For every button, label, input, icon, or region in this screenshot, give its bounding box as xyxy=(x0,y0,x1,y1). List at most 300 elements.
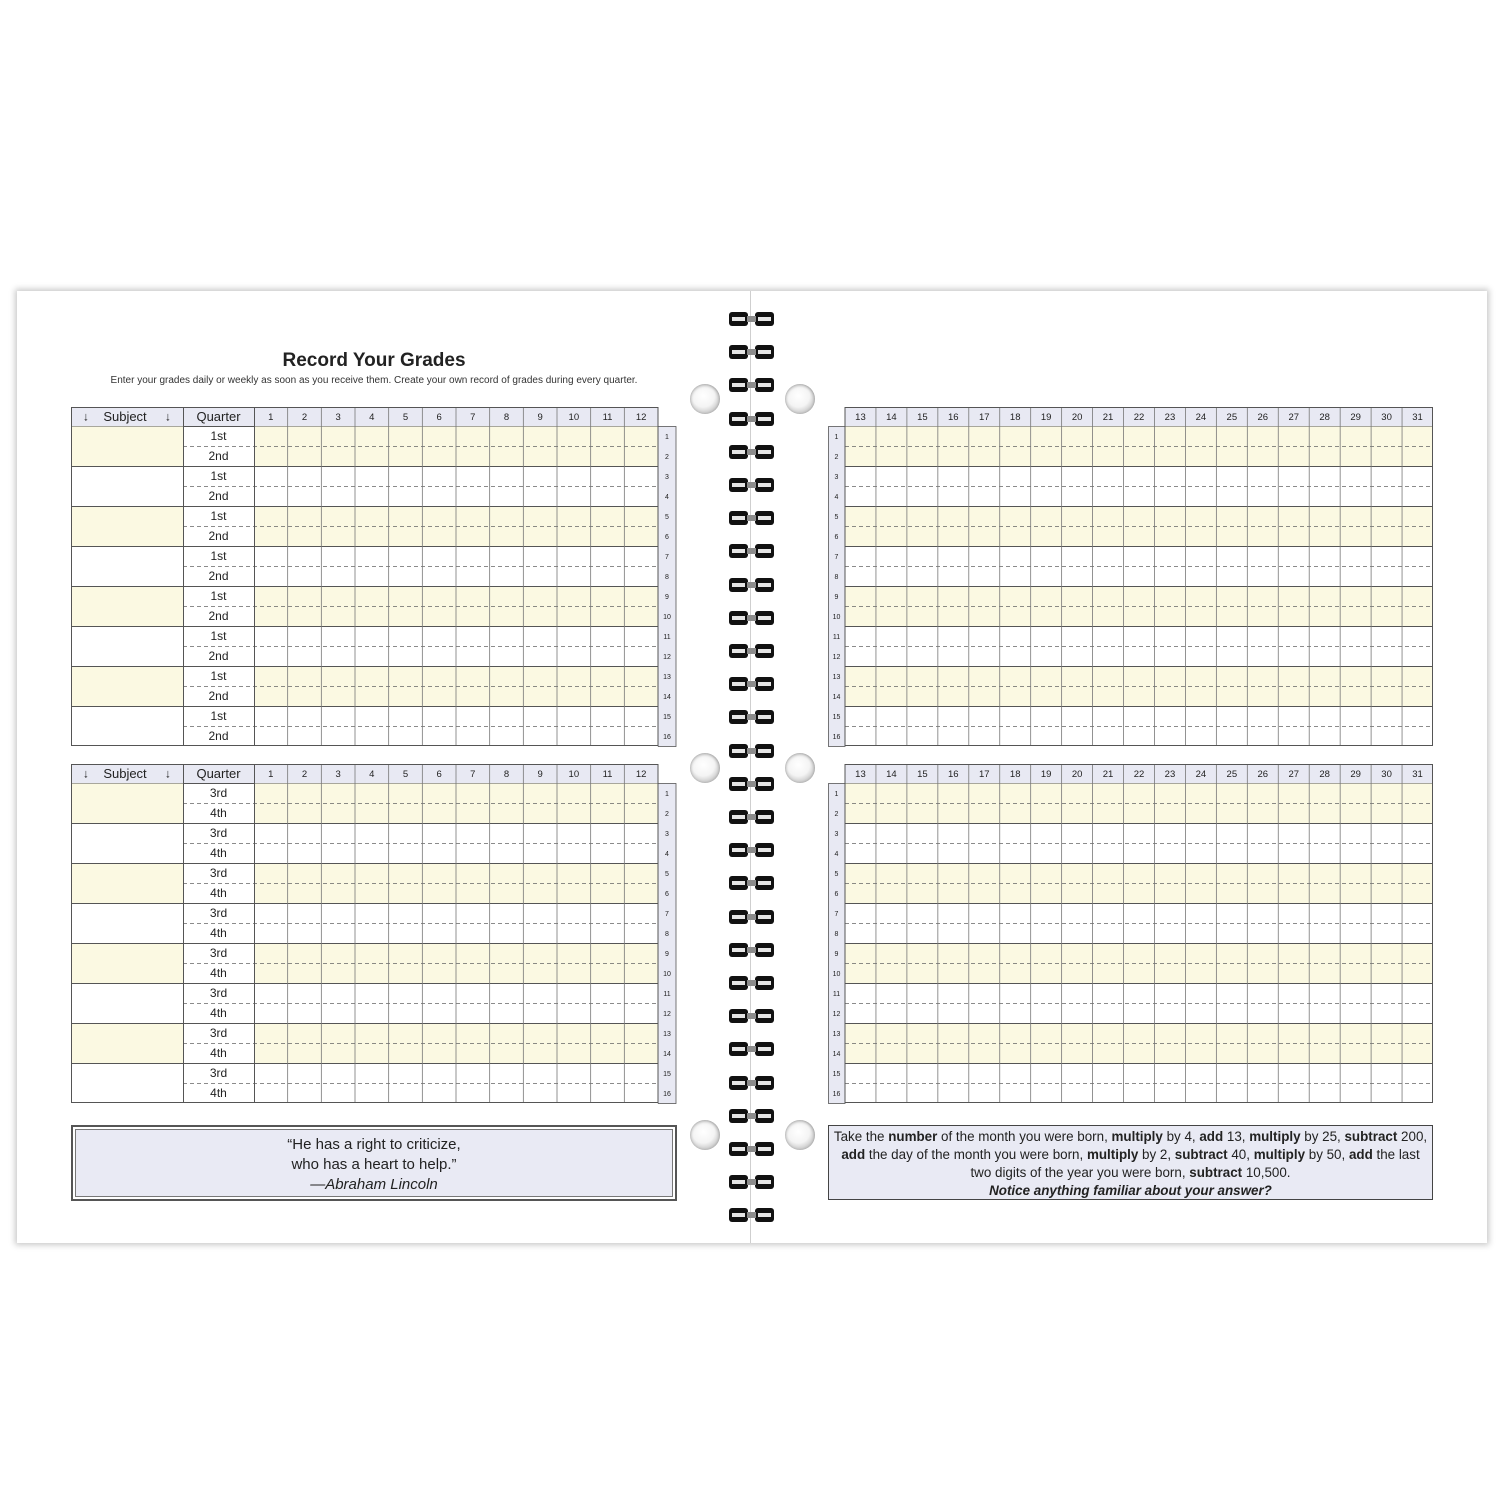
subject-cell[interactable] xyxy=(72,507,184,547)
day-header: 26 xyxy=(1257,412,1269,424)
spiral-coil xyxy=(728,411,775,427)
coil-gap xyxy=(732,583,745,587)
spiral-coil xyxy=(728,743,775,759)
subject-cell[interactable] xyxy=(72,1064,184,1104)
coil-gap xyxy=(732,1114,745,1118)
row-number: 15 xyxy=(663,1070,671,1078)
coil-gap xyxy=(758,417,771,421)
coil-connector xyxy=(747,1146,756,1152)
coil-connector xyxy=(747,914,756,920)
row-number: 16 xyxy=(832,733,841,741)
spiral-coil xyxy=(728,377,775,393)
quarter-label: 3rd xyxy=(209,866,228,881)
row-number: 2 xyxy=(834,810,839,818)
row-number: 4 xyxy=(834,850,839,858)
day-header: 6 xyxy=(436,412,442,424)
grade-table-right-bottom xyxy=(828,764,1433,1103)
row-number: 14 xyxy=(832,1050,841,1058)
subject-cell[interactable] xyxy=(72,627,184,667)
day-header: 30 xyxy=(1381,769,1392,781)
day-header: 29 xyxy=(1350,769,1361,781)
spiral-coil xyxy=(728,1174,775,1190)
coil-gap xyxy=(732,915,745,919)
day-header: 17 xyxy=(978,769,990,781)
spiral-coil xyxy=(728,975,775,991)
day-header: 27 xyxy=(1288,769,1300,781)
coil-connector xyxy=(747,648,756,654)
row-number: 2 xyxy=(834,453,839,461)
grade-table-left-bottom xyxy=(71,764,676,1103)
row-number: 8 xyxy=(834,930,839,938)
grade-table-left-top xyxy=(71,407,676,746)
coil-gap xyxy=(732,848,745,852)
day-header: 1 xyxy=(268,412,274,424)
day-header: 11 xyxy=(602,769,613,781)
quarter-label: 2nd xyxy=(208,609,229,624)
coil-connector xyxy=(747,781,756,787)
day-header: 18 xyxy=(1009,769,1021,781)
row-number: 1 xyxy=(665,433,669,441)
day-header: 4 xyxy=(369,412,375,424)
row-number: 13 xyxy=(663,1030,671,1038)
coil-gap xyxy=(758,1014,771,1018)
coil-gap xyxy=(758,317,771,321)
coil-gap xyxy=(732,1180,745,1184)
day-header: 12 xyxy=(635,412,647,424)
row-number: 9 xyxy=(665,593,669,601)
row-number: 11 xyxy=(832,990,841,998)
page-title: Record Your Grades xyxy=(282,350,466,371)
coil-gap xyxy=(758,981,771,985)
coil-gap xyxy=(758,948,771,952)
day-header: 19 xyxy=(1040,769,1052,781)
spiral-coil xyxy=(728,543,775,559)
coil-connector xyxy=(747,1013,756,1019)
row-number: 7 xyxy=(834,553,839,561)
quarter-label: 4th xyxy=(210,926,227,941)
quarter-label: 3rd xyxy=(209,1066,228,1081)
row-number: 3 xyxy=(665,830,669,838)
row-number: 2 xyxy=(665,453,669,461)
coil-gap xyxy=(758,1081,771,1085)
row-number: 8 xyxy=(665,930,669,938)
row-number: 13 xyxy=(832,1030,841,1038)
coil-connector xyxy=(747,1212,756,1218)
day-header: 20 xyxy=(1071,412,1083,424)
day-header: 25 xyxy=(1226,769,1238,781)
coil-gap xyxy=(758,450,771,454)
day-header: 7 xyxy=(470,769,476,781)
day-header: 11 xyxy=(602,412,613,424)
day-header: 21 xyxy=(1102,769,1114,781)
quarter-label: 1st xyxy=(210,509,227,524)
quote-author: —Abraham Lincoln xyxy=(310,1176,438,1193)
arrow-icon: ↓ xyxy=(83,409,89,424)
quarter-label: 2nd xyxy=(208,529,229,544)
row-number: 9 xyxy=(665,950,669,958)
coil-connector xyxy=(747,515,756,521)
spiral-coil xyxy=(728,676,775,692)
coil-gap xyxy=(758,1114,771,1118)
puzzle-box xyxy=(828,1125,1433,1200)
coil-connector xyxy=(747,582,756,588)
day-header: 5 xyxy=(402,412,409,424)
row-number: 3 xyxy=(834,830,839,838)
row-number: 7 xyxy=(834,910,839,918)
spiral-coil xyxy=(728,942,775,958)
spiral-coil xyxy=(728,1207,775,1223)
coil-connector xyxy=(747,548,756,554)
coil-gap xyxy=(732,715,745,719)
subject-cell[interactable] xyxy=(72,944,184,984)
row-number: 8 xyxy=(834,573,839,581)
coil-connector xyxy=(747,1179,756,1185)
quarter-label: 3rd xyxy=(209,826,228,841)
quarter-label: 4th xyxy=(210,1006,227,1021)
subject-cell[interactable] xyxy=(72,467,184,507)
coil-gap xyxy=(732,450,745,454)
coil-connector xyxy=(747,349,756,355)
binder-hole xyxy=(785,1120,815,1150)
subject-cell[interactable] xyxy=(72,784,184,824)
coil-connector xyxy=(747,1080,756,1086)
day-header: 22 xyxy=(1133,412,1145,424)
coil-connector xyxy=(747,980,756,986)
row-number: 14 xyxy=(663,1050,671,1058)
row-number: 10 xyxy=(663,970,671,978)
row-number: 12 xyxy=(832,1010,841,1018)
coil-connector xyxy=(747,681,756,687)
coil-gap xyxy=(758,782,771,786)
coil-gap xyxy=(758,483,771,487)
spiral-coil xyxy=(728,709,775,725)
row-number: 4 xyxy=(665,493,669,501)
coil-gap xyxy=(732,682,745,686)
binder-hole xyxy=(690,753,720,783)
quarter-header: Quarter xyxy=(196,408,241,424)
quarter-label: 2nd xyxy=(208,569,229,584)
row-number: 13 xyxy=(832,673,841,681)
row-number: 1 xyxy=(834,790,839,798)
day-header: 28 xyxy=(1319,412,1330,424)
day-header: 12 xyxy=(635,769,647,781)
day-header: 23 xyxy=(1164,769,1176,781)
day-header: 2 xyxy=(301,769,308,781)
row-number: 16 xyxy=(663,1090,671,1098)
spiral-coil xyxy=(728,1141,775,1157)
coil-gap xyxy=(758,1147,771,1151)
quarter-label: 4th xyxy=(210,886,227,901)
row-number: 3 xyxy=(834,473,839,481)
coil-gap xyxy=(732,516,745,520)
quote-box xyxy=(71,1125,677,1201)
coil-connector xyxy=(747,814,756,820)
day-header: 1 xyxy=(268,769,274,781)
coil-gap xyxy=(732,948,745,952)
day-header: 13 xyxy=(855,769,866,781)
spiral-coil xyxy=(728,776,775,792)
row-number: 6 xyxy=(665,890,669,898)
day-header: 15 xyxy=(917,769,928,781)
quarter-label: 2nd xyxy=(208,489,229,504)
day-header: 17 xyxy=(978,412,990,424)
coil-connector xyxy=(747,880,756,886)
coil-gap xyxy=(732,417,745,421)
spiral-coil xyxy=(728,842,775,858)
coil-gap xyxy=(758,549,771,553)
day-header: 30 xyxy=(1381,412,1392,424)
coil-gap xyxy=(732,782,745,786)
row-number: 7 xyxy=(665,910,669,918)
quarter-label: 1st xyxy=(210,549,227,564)
day-header: 16 xyxy=(948,769,959,781)
subject-cell[interactable] xyxy=(72,1024,184,1064)
coil-gap xyxy=(758,516,771,520)
spiral-coil xyxy=(728,311,775,327)
day-header: 10 xyxy=(568,769,580,781)
row-number: 10 xyxy=(663,613,671,621)
coil-connector xyxy=(747,714,756,720)
binder-hole xyxy=(690,384,720,414)
quarter-label: 1st xyxy=(210,469,227,484)
row-number: 5 xyxy=(665,870,669,878)
subject-header: Subject xyxy=(103,408,147,424)
row-number: 11 xyxy=(832,633,841,641)
coil-gap xyxy=(758,915,771,919)
coil-gap xyxy=(758,881,771,885)
row-number: 5 xyxy=(834,513,839,521)
row-number: 6 xyxy=(834,533,839,541)
coil-gap xyxy=(732,350,745,354)
spiral-coil xyxy=(728,1108,775,1124)
arrow-icon: ↓ xyxy=(165,766,171,781)
puzzle-line-2: add the day of the month you were born, multiply by 2, subtract 40, multiply by 50, add the last xyxy=(841,1147,1420,1162)
quarter-label: 1st xyxy=(210,429,227,444)
spiral-coil xyxy=(728,577,775,593)
subject-cell[interactable] xyxy=(72,824,184,864)
coil-gap xyxy=(758,649,771,653)
row-number: 12 xyxy=(832,653,841,661)
quarter-label: 4th xyxy=(210,846,227,861)
quarter-label: 4th xyxy=(210,966,227,981)
subject-cell[interactable] xyxy=(72,587,184,627)
coil-gap xyxy=(758,848,771,852)
subject-cell[interactable] xyxy=(72,707,184,747)
coil-gap xyxy=(732,815,745,819)
subject-cell[interactable] xyxy=(72,667,184,707)
puzzle-line-3: two digits of the year you were born, subtract 10,500. xyxy=(970,1165,1291,1180)
quarter-header: Quarter xyxy=(196,765,241,781)
row-number: 7 xyxy=(665,553,669,561)
coil-gap xyxy=(732,383,745,387)
coil-gap xyxy=(732,981,745,985)
coil-gap xyxy=(758,350,771,354)
row-number: 5 xyxy=(834,870,839,878)
subject-cell[interactable] xyxy=(72,904,184,944)
row-number: 3 xyxy=(665,473,669,481)
coil-connector xyxy=(747,1113,756,1119)
day-header: 15 xyxy=(917,412,928,424)
day-header: 14 xyxy=(886,412,897,424)
row-number: 15 xyxy=(663,713,671,721)
row-number: 9 xyxy=(834,950,839,958)
coil-gap xyxy=(758,715,771,719)
row-number: 15 xyxy=(832,1070,841,1078)
row-number: 9 xyxy=(834,593,839,601)
day-header: 26 xyxy=(1257,769,1269,781)
day-header: 22 xyxy=(1133,769,1145,781)
coil-gap xyxy=(758,583,771,587)
coil-connector xyxy=(747,947,756,953)
row-number: 14 xyxy=(663,693,671,701)
coil-connector xyxy=(747,449,756,455)
spiral-coil xyxy=(728,809,775,825)
quarter-label: 2nd xyxy=(208,649,229,664)
coil-gap xyxy=(758,1180,771,1184)
quarter-label: 4th xyxy=(210,806,227,821)
day-header: 16 xyxy=(948,412,959,424)
coil-connector xyxy=(747,847,756,853)
row-number: 5 xyxy=(665,513,669,521)
day-header: 19 xyxy=(1040,412,1052,424)
row-number: 4 xyxy=(665,850,669,858)
coil-gap xyxy=(758,815,771,819)
quarter-label: 1st xyxy=(210,589,227,604)
day-header: 25 xyxy=(1226,412,1238,424)
day-header: 2 xyxy=(301,412,308,424)
coil-gap xyxy=(732,483,745,487)
arrow-icon: ↓ xyxy=(83,766,89,781)
spiral-coil xyxy=(728,610,775,626)
quarter-label: 3rd xyxy=(209,986,228,1001)
row-number: 13 xyxy=(663,673,671,681)
coil-connector xyxy=(747,748,756,754)
coil-gap xyxy=(732,649,745,653)
day-header: 18 xyxy=(1009,412,1021,424)
spiral-coil xyxy=(728,510,775,526)
day-header: 29 xyxy=(1350,412,1361,424)
coil-gap xyxy=(732,1213,745,1217)
quarter-label: 4th xyxy=(210,1046,227,1061)
day-header: 31 xyxy=(1412,412,1423,424)
quote-line-1: “He has a right to criticize, xyxy=(287,1136,461,1153)
day-header: 7 xyxy=(470,412,476,424)
day-header: 24 xyxy=(1195,412,1207,424)
coil-connector xyxy=(747,482,756,488)
quarter-label: 2nd xyxy=(208,729,229,744)
spiral-coil xyxy=(728,643,775,659)
row-number: 8 xyxy=(665,573,669,581)
day-header: 28 xyxy=(1319,769,1330,781)
row-number: 1 xyxy=(834,433,839,441)
puzzle-line-1: Take the number of the month you were born, multiply by 4, add 13, multiply by 25, subtract 200, xyxy=(833,1129,1428,1144)
arrow-icon: ↓ xyxy=(165,409,171,424)
coil-gap xyxy=(758,616,771,620)
day-header: 8 xyxy=(503,769,510,781)
day-header: 3 xyxy=(335,412,341,424)
coil-gap xyxy=(758,682,771,686)
day-header: 5 xyxy=(402,769,409,781)
quote-line-2: who has a heart to help.” xyxy=(291,1156,457,1173)
spiral-coil xyxy=(728,1041,775,1057)
coil-connector xyxy=(747,316,756,322)
row-number: 11 xyxy=(663,633,671,641)
coil-gap xyxy=(758,749,771,753)
subject-header: Subject xyxy=(103,765,147,781)
quarter-label: 1st xyxy=(210,709,227,724)
subject-cell[interactable] xyxy=(72,427,184,467)
coil-gap xyxy=(732,549,745,553)
binder-hole xyxy=(785,384,815,414)
row-number: 16 xyxy=(832,1090,841,1098)
coil-gap xyxy=(732,749,745,753)
row-number: 11 xyxy=(663,990,671,998)
page-subtitle: Enter your grades daily or weekly as soon as you receive them. Create your own record of grades during every quarter. xyxy=(110,375,638,386)
day-header: 9 xyxy=(537,412,543,424)
puzzle-line-4: Notice anything familiar about your answer? xyxy=(989,1183,1272,1198)
quarter-label: 3rd xyxy=(209,1026,228,1041)
coil-gap xyxy=(732,1147,745,1151)
spiral-coil xyxy=(728,444,775,460)
row-number: 16 xyxy=(663,733,671,741)
coil-gap xyxy=(732,881,745,885)
quarter-label: 4th xyxy=(210,1086,227,1101)
coil-gap xyxy=(732,1014,745,1018)
day-header: 9 xyxy=(537,769,543,781)
subject-cell[interactable] xyxy=(72,547,184,587)
subject-cell[interactable] xyxy=(72,864,184,904)
spiral-coil xyxy=(728,1075,775,1091)
quarter-label: 3rd xyxy=(209,786,228,801)
row-number: 15 xyxy=(832,713,841,721)
day-header: 10 xyxy=(568,412,580,424)
spiral-coil xyxy=(728,909,775,925)
spiral-coil xyxy=(728,875,775,891)
day-header: 21 xyxy=(1102,412,1114,424)
coil-gap xyxy=(732,317,745,321)
day-header: 14 xyxy=(886,769,897,781)
binder-hole xyxy=(690,1120,720,1150)
row-number: 10 xyxy=(832,970,841,978)
coil-gap xyxy=(732,616,745,620)
day-header: 20 xyxy=(1071,769,1083,781)
day-header: 31 xyxy=(1412,769,1423,781)
row-number: 6 xyxy=(665,533,669,541)
subject-cell[interactable] xyxy=(72,984,184,1024)
coil-gap xyxy=(758,383,771,387)
row-number: 4 xyxy=(834,493,839,501)
coil-connector xyxy=(747,1046,756,1052)
row-number: 1 xyxy=(665,790,669,798)
quarter-label: 3rd xyxy=(209,906,228,921)
coil-connector xyxy=(747,615,756,621)
row-number: 12 xyxy=(663,653,671,661)
spiral-coil xyxy=(728,477,775,493)
coil-gap xyxy=(732,1081,745,1085)
grade-table-right-top xyxy=(828,407,1433,746)
day-header: 13 xyxy=(855,412,866,424)
day-header: 23 xyxy=(1164,412,1176,424)
coil-gap xyxy=(758,1213,771,1217)
row-number: 12 xyxy=(663,1010,671,1018)
day-header: 8 xyxy=(503,412,510,424)
row-number: 10 xyxy=(832,613,841,621)
day-header: 6 xyxy=(436,769,442,781)
quarter-label: 1st xyxy=(210,629,227,644)
quarter-label: 1st xyxy=(210,669,227,684)
coil-connector xyxy=(747,382,756,388)
day-header: 3 xyxy=(335,769,341,781)
